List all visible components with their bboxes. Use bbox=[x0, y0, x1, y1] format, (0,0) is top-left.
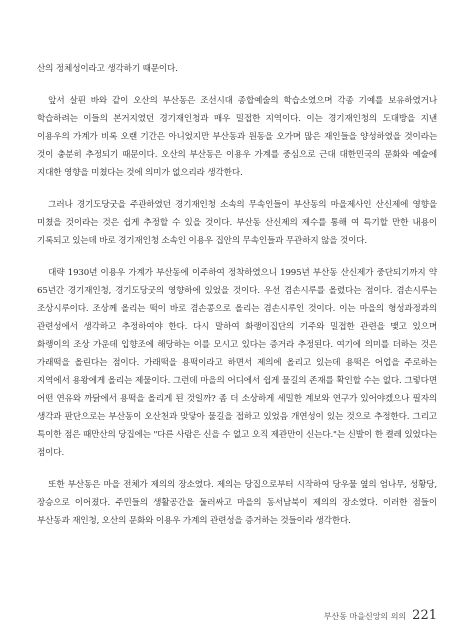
paragraph-continuation: 산의 정체성이라고 생각하기 때문이다. bbox=[37, 64, 178, 74]
body-text bbox=[37, 60, 437, 544]
page-number: 221 bbox=[412, 608, 437, 623]
paragraph-busandong-school: 앞서 살핀 바와 같이 오산의 부산동은 조선시대 종합예술의 학습소였으며 각종 기예를 보유하였거나 학습하려는 이들의 본거지였던 경기재인청과 매우 밀접한 지역이다. 이는 경기재인청의 도대방을 지낸 이용우의 가계가 비록 오랜 기간은 아니었지만 부산동과 원동을 오가며 많은 재인들을 양성하였을 것이라는 것이 충분히 추정되기 때문이다. 오산의 부산동은 이용우 가계를 중심으로 근대 대한민국의 문화와 예술에 지대한 영향을 미쳤다는 것에 의미가 없으리라 생각한다. bbox=[37, 96, 437, 178]
paragraph-1930-lineage: 대략 1930년 이용우 가계가 부산동에 이주하여 정착하였으니 1995년 부산동 산신제가 중단되기까지 약 65년간 경기재인청, 경기도당굿의 영향하에 있었을 것이다. 우선 겸손시루를 올렸다는 점이다. 겸손시루는 조상시루이다. 조상께 올리는 떡이 바로 겸손콩으로 올리는 겸손시루인 것이다. 이는 마을의 형성과정과의 관련성에서 생각하고 추정하여야 한다. 다시 말하여 화랭이집단의 기주와 밀접한 관련을 맺고 있으며 화랭이의 조상 가운데 입향조에 해당하는 이를 모시고 있다는 증거라 추정된다. 여기에 의미를 더하는 것은 가래떡을 올린다는 점이다. 가래떡을 용떡이라고 하면서 제의에 올리고 있는데 용떡은 어업을 주로하는 지역에서 용왕에게 올리는 제물이다. 그런데 마을의 어디에서 쉽게 물길의 존재를 확인할 수는 없다. 그렇다면 어떤 연유와 까닭에서 용떡을 올리게 된 것일까? 좀 더 소상하게 세밀한 계보와 연구가 있어야겠으나 필자의 생각과 판단으로는 부산동이 오산천과 맞닿아 물길을 접하고 있었음 개연성이 있는 것으로 추정한다. 그리고 특이한 점은 때만산의 당집에는 "다른 사람은 신을 수 없고 오직 제관만이 신는다."는 신발이 한 켤레 있었다는 점이다. bbox=[37, 268, 437, 458]
paragraph-dodanggut: 그러나 경기도당굿을 주관하였던 경기재인청 소속의 무속인들이 부산동의 마을제사인 산신제에 영향을 미쳤을 것이라는 것은 쉽게 추정할 수 있을 것이다. 부산동 산신제의 제수를 통해 여 특기할 만한 내용이 기록되고 있는데 바로 경기재인청 소속인 이용우 집안의 무속인들과 무관하지 않을 것이다. bbox=[37, 200, 437, 246]
page-footer bbox=[324, 608, 437, 623]
running-title: 부산동 마을신앙의 의의 bbox=[323, 612, 407, 621]
paragraph-ritual-space: 또한 부산동은 마을 전체가 제의의 장소였다. 제의는 당집으로부터 시작하여 당우물 옆의 엄나무, 성황당, 장승으로 이어졌다. 주민들의 생활공간을 둘러싸고 마을의 동서남북이 제의의 장소였다. 이러한 점들이 부산동과 재인청, 오산의 문화와 이용우 가계의 관련성을 증거하는 것들이라 생각한다. bbox=[37, 480, 437, 526]
